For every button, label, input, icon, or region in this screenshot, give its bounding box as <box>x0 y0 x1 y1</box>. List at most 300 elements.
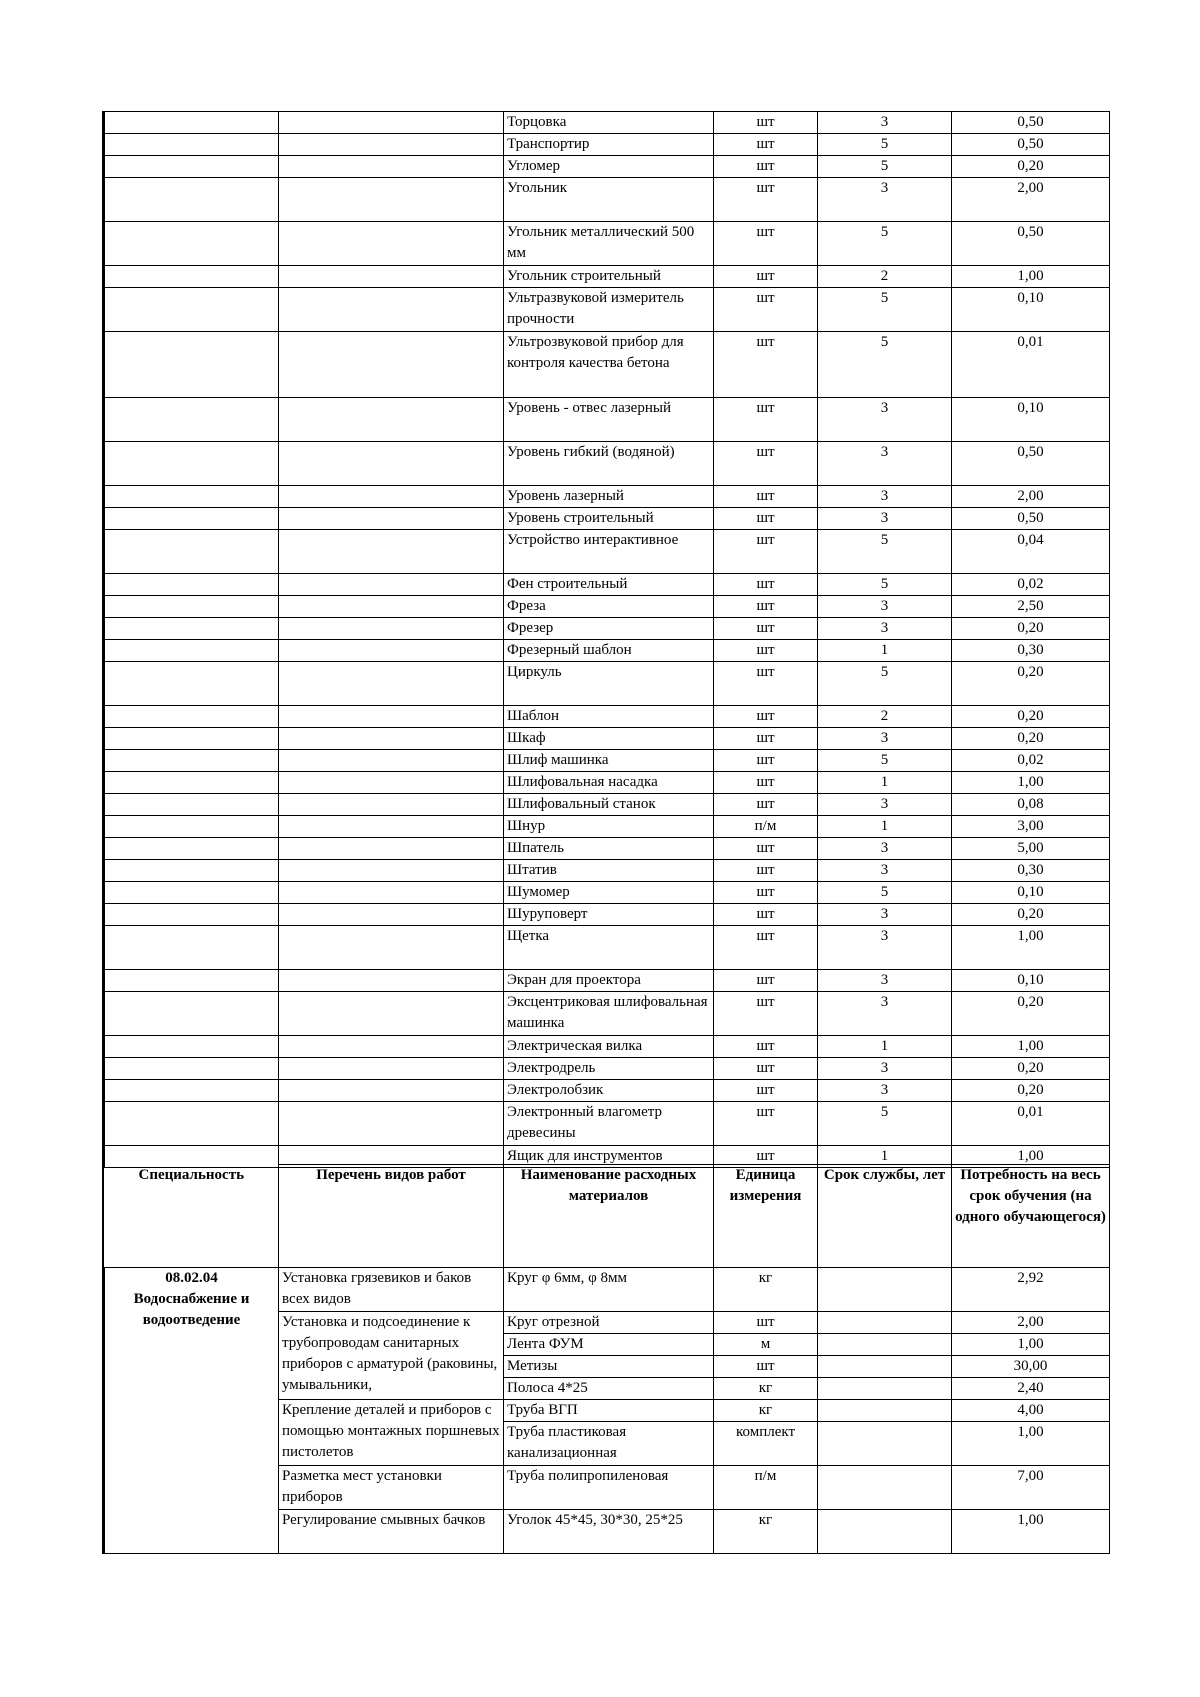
tool-row <box>105 728 1110 750</box>
tool-need: 0,20 <box>952 618 1110 640</box>
empty-cell <box>279 486 504 508</box>
tool-unit: шт <box>714 332 818 398</box>
material-unit: п/м <box>714 1466 818 1510</box>
tool-row <box>105 486 1110 508</box>
material-life <box>818 1356 952 1378</box>
blank-cell <box>105 662 279 706</box>
material-name: Круг отрезной <box>504 1312 714 1334</box>
tool-unit: шт <box>714 926 818 970</box>
material-unit: кг <box>714 1400 818 1422</box>
material-life <box>818 1378 952 1400</box>
empty-cell <box>279 662 504 706</box>
empty-cell <box>279 640 504 662</box>
blank-cell <box>105 728 279 750</box>
tool-unit: шт <box>714 1080 818 1102</box>
empty-cell <box>279 904 504 926</box>
tool-name: Шумомер <box>504 882 714 904</box>
tool-unit: шт <box>714 1058 818 1080</box>
tool-life: 3 <box>818 486 952 508</box>
tool-unit: шт <box>714 860 818 882</box>
tool-life: 5 <box>818 288 952 332</box>
tool-life: 3 <box>818 178 952 222</box>
tool-need: 1,00 <box>952 266 1110 288</box>
tool-name: Фрезер <box>504 618 714 640</box>
empty-cell <box>279 332 504 398</box>
empty-cell <box>279 618 504 640</box>
tool-need: 0,02 <box>952 750 1110 772</box>
tool-need: 5,00 <box>952 838 1110 860</box>
blank-cell <box>105 640 279 662</box>
tool-row <box>105 816 1110 838</box>
tool-unit: шт <box>714 728 818 750</box>
tool-life: 2 <box>818 706 952 728</box>
blank-cell <box>105 772 279 794</box>
tool-row <box>105 222 1110 266</box>
tool-life: 5 <box>818 156 952 178</box>
material-need: 2,40 <box>952 1378 1110 1400</box>
tool-name: Экран для проектора <box>504 970 714 992</box>
tool-unit: шт <box>714 882 818 904</box>
tool-need: 0,50 <box>952 442 1110 486</box>
empty-cell <box>279 882 504 904</box>
tool-row <box>105 772 1110 794</box>
empty-cell <box>279 442 504 486</box>
material-need: 1,00 <box>952 1510 1110 1554</box>
empty-cell <box>279 222 504 266</box>
material-unit: кг <box>714 1378 818 1400</box>
blank-cell <box>105 794 279 816</box>
tool-need: 2,00 <box>952 486 1110 508</box>
tool-need: 0,20 <box>952 992 1110 1036</box>
blank-cell <box>105 486 279 508</box>
tool-life: 1 <box>818 1146 952 1168</box>
tool-unit: шт <box>714 970 818 992</box>
tool-need: 0,30 <box>952 640 1110 662</box>
tool-life: 3 <box>818 112 952 134</box>
tool-need: 0,10 <box>952 882 1110 904</box>
tool-row <box>105 156 1110 178</box>
blank-cell <box>105 398 279 442</box>
blank-cell <box>105 442 279 486</box>
tool-name: Шпатель <box>504 838 714 860</box>
tool-row <box>105 530 1110 574</box>
tool-life: 5 <box>818 662 952 706</box>
tool-need: 0,10 <box>952 398 1110 442</box>
tool-name: Транспортир <box>504 134 714 156</box>
blank-cell <box>105 926 279 970</box>
tool-name: Уровень гибкий (водяной) <box>504 442 714 486</box>
material-need: 30,00 <box>952 1356 1110 1378</box>
tool-row <box>105 640 1110 662</box>
blank-cell <box>105 134 279 156</box>
tool-row <box>105 838 1110 860</box>
empty-cell <box>279 926 504 970</box>
tool-need: 0,50 <box>952 508 1110 530</box>
tool-row <box>105 596 1110 618</box>
tool-life: 3 <box>818 970 952 992</box>
work-item: Крепление деталей и приборов с помощью монтажных поршневых пистолетов <box>279 1400 504 1466</box>
tool-need: 0,20 <box>952 662 1110 706</box>
tool-need: 0,08 <box>952 794 1110 816</box>
tool-unit: шт <box>714 596 818 618</box>
tool-name: Эксцентриковая шлифовальная машинка <box>504 992 714 1036</box>
blank-cell <box>105 992 279 1036</box>
tool-row <box>105 266 1110 288</box>
tool-name: Шлиф машинка <box>504 750 714 772</box>
blank-cell <box>105 970 279 992</box>
material-need: 7,00 <box>952 1466 1110 1510</box>
tool-name: Уровень строительный <box>504 508 714 530</box>
tool-name: Шкаф <box>504 728 714 750</box>
material-name: Труба полипропиленовая <box>504 1466 714 1510</box>
tool-name: Электродрель <box>504 1058 714 1080</box>
empty-cell <box>279 750 504 772</box>
empty-cell <box>279 178 504 222</box>
tool-row <box>105 882 1110 904</box>
empty-cell <box>279 508 504 530</box>
tool-row <box>105 1036 1110 1058</box>
tool-row <box>105 750 1110 772</box>
material-life <box>818 1400 952 1422</box>
tool-row <box>105 112 1110 134</box>
tool-life: 5 <box>818 332 952 398</box>
tool-row <box>105 926 1110 970</box>
tool-unit: шт <box>714 772 818 794</box>
tool-row <box>105 662 1110 706</box>
tool-unit: шт <box>714 508 818 530</box>
material-unit: комплект <box>714 1422 818 1466</box>
tool-life: 3 <box>818 1058 952 1080</box>
tool-name: Фен строительный <box>504 574 714 596</box>
tool-life: 3 <box>818 442 952 486</box>
empty-cell <box>279 816 504 838</box>
tool-need: 0,50 <box>952 222 1110 266</box>
tool-name: Штатив <box>504 860 714 882</box>
tool-name: Угольник металлический 500 мм <box>504 222 714 266</box>
tool-name: Ультразвуковой измеритель прочности <box>504 288 714 332</box>
tool-life: 3 <box>818 398 952 442</box>
tool-name: Устройство интерактивное <box>504 530 714 574</box>
tool-need: 0,20 <box>952 706 1110 728</box>
empty-cell <box>279 266 504 288</box>
tool-row <box>105 1058 1110 1080</box>
blank-cell <box>105 112 279 134</box>
tool-unit: шт <box>714 178 818 222</box>
tool-unit: шт <box>714 750 818 772</box>
material-need: 2,92 <box>952 1268 1110 1312</box>
tools-table <box>104 111 1110 1168</box>
tool-unit: п/м <box>714 816 818 838</box>
tool-life: 3 <box>818 728 952 750</box>
empty-cell <box>279 860 504 882</box>
material-need: 2,00 <box>952 1312 1110 1334</box>
table-header-row <box>105 1165 1110 1268</box>
tool-unit: шт <box>714 574 818 596</box>
tool-need: 0,30 <box>952 860 1110 882</box>
tool-need: 2,00 <box>952 178 1110 222</box>
tool-name: Угломер <box>504 156 714 178</box>
tool-row <box>105 860 1110 882</box>
material-life <box>818 1510 952 1554</box>
tool-unit: шт <box>714 618 818 640</box>
tool-need: 3,00 <box>952 816 1110 838</box>
tool-unit: шт <box>714 662 818 706</box>
tool-unit: шт <box>714 794 818 816</box>
empty-cell <box>279 1080 504 1102</box>
blank-cell <box>105 882 279 904</box>
tool-life: 5 <box>818 222 952 266</box>
tool-name: Шлифовальная насадка <box>504 772 714 794</box>
empty-cell <box>279 728 504 750</box>
tool-row <box>105 398 1110 442</box>
material-life <box>818 1466 952 1510</box>
tool-need: 0,50 <box>952 134 1110 156</box>
blank-cell <box>105 222 279 266</box>
tool-unit: шт <box>714 904 818 926</box>
blank-cell <box>105 530 279 574</box>
empty-cell <box>279 596 504 618</box>
tool-need: 0,20 <box>952 156 1110 178</box>
specialty-name: Водоснабжение и водоотведение <box>133 1291 250 1328</box>
blank-cell <box>105 288 279 332</box>
tool-name: Торцовка <box>504 112 714 134</box>
work-item: Установка грязевиков и баков всех видов <box>279 1268 504 1312</box>
tool-unit: шт <box>714 1146 818 1168</box>
header-works: Перечень видов работ <box>279 1165 504 1268</box>
empty-cell <box>279 134 504 156</box>
tool-life: 3 <box>818 860 952 882</box>
work-item: Регулирование смывных бачков <box>279 1510 504 1554</box>
tool-name: Ультрозвуковой прибор для контроля качества бетона <box>504 332 714 398</box>
tool-name: Уровень - отвес лазерный <box>504 398 714 442</box>
tool-unit: шт <box>714 1036 818 1058</box>
material-unit: шт <box>714 1312 818 1334</box>
empty-cell <box>279 1036 504 1058</box>
tool-life: 1 <box>818 1036 952 1058</box>
tool-need: 0,20 <box>952 728 1110 750</box>
empty-cell <box>279 112 504 134</box>
header-need: Потребность на весь срок обучения (на одного обучающегося) <box>952 1165 1110 1268</box>
empty-cell <box>279 398 504 442</box>
blank-cell <box>105 266 279 288</box>
tool-need: 0,01 <box>952 1102 1110 1146</box>
empty-cell <box>279 530 504 574</box>
blank-cell <box>105 706 279 728</box>
tool-need: 0,02 <box>952 574 1110 596</box>
tool-unit: шт <box>714 640 818 662</box>
tool-need: 0,20 <box>952 904 1110 926</box>
blank-cell <box>105 816 279 838</box>
blank-cell <box>105 1036 279 1058</box>
tool-row <box>105 992 1110 1036</box>
specialty-cell <box>105 1268 279 1554</box>
blank-cell <box>105 838 279 860</box>
tool-need: 0,10 <box>952 288 1110 332</box>
tool-row <box>105 178 1110 222</box>
tool-need: 1,00 <box>952 1036 1110 1058</box>
empty-cell <box>279 970 504 992</box>
tool-unit: шт <box>714 222 818 266</box>
material-life <box>818 1334 952 1356</box>
tool-life: 5 <box>818 134 952 156</box>
tool-life: 5 <box>818 750 952 772</box>
tool-need: 0,50 <box>952 112 1110 134</box>
blank-cell <box>105 156 279 178</box>
tool-name: Уровень лазерный <box>504 486 714 508</box>
tool-unit: шт <box>714 112 818 134</box>
empty-cell <box>279 156 504 178</box>
empty-cell <box>279 772 504 794</box>
material-name: Метизы <box>504 1356 714 1378</box>
tool-need: 0,20 <box>952 1058 1110 1080</box>
tool-row <box>105 706 1110 728</box>
material-unit: шт <box>714 1356 818 1378</box>
material-name: Круг φ 6мм, φ 8мм <box>504 1268 714 1312</box>
blank-cell <box>105 1058 279 1080</box>
header-specialty: Специальность <box>105 1165 279 1268</box>
materials-table <box>104 1164 1110 1554</box>
material-need: 1,00 <box>952 1422 1110 1466</box>
tool-row <box>105 508 1110 530</box>
tool-row <box>105 618 1110 640</box>
tool-row <box>105 288 1110 332</box>
tool-unit: шт <box>714 486 818 508</box>
material-need: 4,00 <box>952 1400 1110 1422</box>
tool-unit: шт <box>714 134 818 156</box>
tool-life: 3 <box>818 838 952 860</box>
tool-name: Электролобзик <box>504 1080 714 1102</box>
tool-life: 5 <box>818 882 952 904</box>
tool-unit: шт <box>714 530 818 574</box>
tool-life: 3 <box>818 992 952 1036</box>
specialty-code: 08.02.04 <box>165 1270 218 1286</box>
tool-unit: шт <box>714 156 818 178</box>
tool-name: Электрическая вилка <box>504 1036 714 1058</box>
blank-cell <box>105 574 279 596</box>
material-name: Труба ВГП <box>504 1400 714 1422</box>
tool-need: 0,01 <box>952 332 1110 398</box>
material-name: Труба пластиковая канализационная <box>504 1422 714 1466</box>
blank-cell <box>105 1102 279 1146</box>
tool-unit: шт <box>714 706 818 728</box>
tool-life: 3 <box>818 1080 952 1102</box>
tool-name: Фрезерный шаблон <box>504 640 714 662</box>
tool-need: 0,10 <box>952 970 1110 992</box>
tool-need: 1,00 <box>952 772 1110 794</box>
tool-life: 2 <box>818 266 952 288</box>
tool-life: 1 <box>818 772 952 794</box>
empty-cell <box>279 794 504 816</box>
tool-name: Шаблон <box>504 706 714 728</box>
tool-unit: шт <box>714 1102 818 1146</box>
material-name: Полоса 4*25 <box>504 1378 714 1400</box>
empty-cell <box>279 574 504 596</box>
tool-name: Шуруповерт <box>504 904 714 926</box>
blank-cell <box>105 860 279 882</box>
material-name: Лента ФУМ <box>504 1334 714 1356</box>
tool-need: 0,20 <box>952 1080 1110 1102</box>
tool-row <box>105 1080 1110 1102</box>
tool-row <box>105 332 1110 398</box>
tool-name: Угольник строительный <box>504 266 714 288</box>
tool-row <box>105 1102 1110 1146</box>
tool-need: 0,04 <box>952 530 1110 574</box>
work-item: Установка и подсоединение к трубопроводам санитарных приборов с арматурой (раковины, умывальники, <box>279 1312 504 1400</box>
tool-need: 1,00 <box>952 1146 1110 1168</box>
material-name: Уголок 45*45, 30*30, 25*25 <box>504 1510 714 1554</box>
tool-unit: шт <box>714 288 818 332</box>
empty-cell <box>279 992 504 1036</box>
blank-cell <box>105 508 279 530</box>
tool-need: 2,50 <box>952 596 1110 618</box>
tool-unit: шт <box>714 398 818 442</box>
blank-cell <box>105 332 279 398</box>
tool-row <box>105 794 1110 816</box>
tool-life: 5 <box>818 1102 952 1146</box>
blank-cell <box>105 178 279 222</box>
tool-life: 3 <box>818 904 952 926</box>
blank-cell <box>105 750 279 772</box>
blank-cell <box>105 618 279 640</box>
tool-row <box>105 904 1110 926</box>
tool-name: Фреза <box>504 596 714 618</box>
material-life <box>818 1268 952 1312</box>
tool-need: 1,00 <box>952 926 1110 970</box>
material-unit: кг <box>714 1268 818 1312</box>
tool-life: 5 <box>818 530 952 574</box>
empty-cell <box>279 706 504 728</box>
tool-unit: шт <box>714 838 818 860</box>
header-life: Срок службы, лет <box>818 1165 952 1268</box>
header-unit: Единица измерения <box>714 1165 818 1268</box>
tool-life: 5 <box>818 574 952 596</box>
empty-cell <box>279 838 504 860</box>
tool-row <box>105 134 1110 156</box>
tool-unit: шт <box>714 442 818 486</box>
material-unit: кг <box>714 1510 818 1554</box>
tool-name: Ящик для инструментов <box>504 1146 714 1168</box>
blank-cell <box>105 1080 279 1102</box>
tool-name: Циркуль <box>504 662 714 706</box>
tool-name: Электронный влагометр древесины <box>504 1102 714 1146</box>
tool-life: 3 <box>818 618 952 640</box>
material-need: 1,00 <box>952 1334 1110 1356</box>
tool-life: 3 <box>818 926 952 970</box>
tool-life: 1 <box>818 816 952 838</box>
empty-cell <box>279 1102 504 1146</box>
material-unit: м <box>714 1334 818 1356</box>
header-materials: Наименование расходных материалов <box>504 1165 714 1268</box>
tool-row <box>105 574 1110 596</box>
tool-row <box>105 442 1110 486</box>
tool-name: Щетка <box>504 926 714 970</box>
tool-unit: шт <box>714 266 818 288</box>
tool-unit: шт <box>714 992 818 1036</box>
tool-life: 3 <box>818 508 952 530</box>
tool-row <box>105 970 1110 992</box>
tool-life: 3 <box>818 794 952 816</box>
tool-name: Шнур <box>504 816 714 838</box>
tool-life: 3 <box>818 596 952 618</box>
blank-cell <box>105 596 279 618</box>
material-life <box>818 1422 952 1466</box>
tool-name: Угольник <box>504 178 714 222</box>
empty-cell <box>279 288 504 332</box>
material-life <box>818 1312 952 1334</box>
tool-life: 1 <box>818 640 952 662</box>
work-item: Разметка мест установки приборов <box>279 1466 504 1510</box>
material-row <box>105 1268 1110 1312</box>
